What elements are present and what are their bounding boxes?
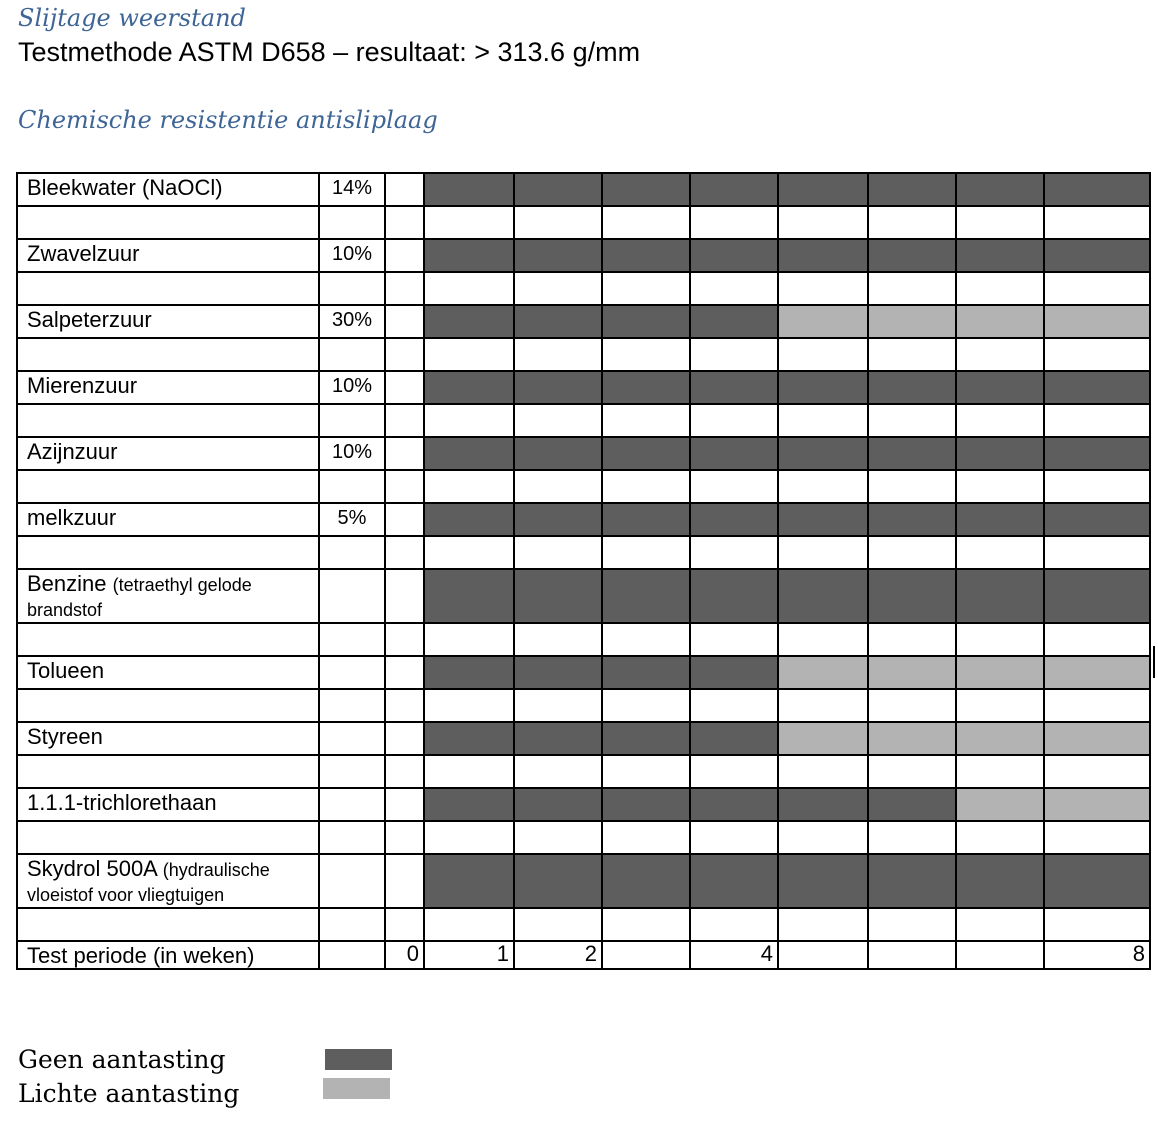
light-damage-cell <box>778 722 868 755</box>
empty-cell <box>514 206 602 239</box>
empty-cell <box>17 908 319 941</box>
empty-cell <box>319 623 385 656</box>
heading-wear-resistance: Slijtage weerstand <box>18 4 246 32</box>
empty-cell <box>424 821 514 854</box>
spacer-row <box>17 404 1150 437</box>
week-zero-cell <box>385 503 424 536</box>
no-damage-cell <box>1044 437 1150 470</box>
no-damage-cell <box>514 239 602 272</box>
table-row <box>17 569 1150 623</box>
table-row <box>17 656 1150 689</box>
empty-cell <box>1044 272 1150 305</box>
light-damage-cell <box>868 305 956 338</box>
empty-cell <box>868 623 956 656</box>
empty-cell <box>602 755 690 788</box>
empty-cell <box>1044 623 1150 656</box>
week-zero-cell <box>385 569 424 623</box>
empty-cell <box>424 623 514 656</box>
light-damage-cell <box>868 656 956 689</box>
empty-cell <box>690 755 778 788</box>
table-row <box>17 305 1150 338</box>
no-damage-cell <box>514 854 602 908</box>
no-damage-cell <box>690 305 778 338</box>
no-damage-cell <box>602 722 690 755</box>
no-damage-cell <box>956 173 1044 206</box>
week-number-cell <box>868 941 956 969</box>
spacer-row <box>17 338 1150 371</box>
test-period-row <box>17 941 1150 969</box>
chemical-resistance-table <box>16 172 1151 970</box>
empty-cell <box>956 755 1044 788</box>
empty-cell <box>1044 821 1150 854</box>
week-zero-cell <box>385 305 424 338</box>
chemical-name-cell <box>17 854 319 908</box>
light-damage-cell <box>956 656 1044 689</box>
empty-cell <box>602 623 690 656</box>
empty-cell <box>956 404 1044 437</box>
empty-cell <box>385 689 424 722</box>
no-damage-cell <box>514 722 602 755</box>
empty-cell <box>385 755 424 788</box>
no-damage-cell <box>690 371 778 404</box>
light-damage-cell <box>868 722 956 755</box>
light-damage-cell <box>778 305 868 338</box>
no-damage-cell <box>424 437 514 470</box>
table-row <box>17 854 1150 908</box>
empty-cell <box>514 272 602 305</box>
empty-cell <box>17 536 319 569</box>
empty-cell <box>778 689 868 722</box>
empty-cell <box>385 821 424 854</box>
empty-cell <box>868 272 956 305</box>
no-damage-cell <box>1044 173 1150 206</box>
empty-cell <box>424 689 514 722</box>
chemical-name-cell: 1.1.1-trichlorethaan <box>17 788 319 821</box>
no-damage-cell <box>514 788 602 821</box>
empty-cell <box>424 338 514 371</box>
empty-cell <box>514 689 602 722</box>
no-damage-cell <box>602 437 690 470</box>
week-zero-cell <box>385 239 424 272</box>
text-cursor <box>1153 646 1155 678</box>
no-damage-cell <box>424 854 514 908</box>
empty-cell <box>385 908 424 941</box>
no-damage-cell <box>424 305 514 338</box>
empty-cell <box>424 755 514 788</box>
empty-cell <box>602 536 690 569</box>
no-damage-cell <box>868 437 956 470</box>
empty-cell <box>1044 755 1150 788</box>
empty-cell <box>424 470 514 503</box>
table-row <box>17 173 1150 206</box>
concentration-cell: 30% <box>319 305 385 338</box>
empty-cell <box>956 272 1044 305</box>
week-number-cell: 4 <box>690 941 778 969</box>
empty-cell <box>690 470 778 503</box>
light-damage-cell <box>1044 305 1150 338</box>
empty-cell <box>17 338 319 371</box>
empty-cell <box>778 470 868 503</box>
empty-cell <box>602 821 690 854</box>
empty-cell <box>1044 470 1150 503</box>
empty-cell <box>956 338 1044 371</box>
empty-cell <box>778 755 868 788</box>
week-number-cell <box>602 941 690 969</box>
empty-cell <box>514 755 602 788</box>
empty-cell <box>424 272 514 305</box>
no-damage-cell <box>1044 569 1150 623</box>
no-damage-cell <box>424 788 514 821</box>
no-damage-cell <box>778 788 868 821</box>
table-row <box>17 722 1150 755</box>
heading-chemical-resistance: Chemische resistentie antisliplaag <box>18 106 438 134</box>
empty-cell <box>956 470 1044 503</box>
no-damage-cell <box>602 173 690 206</box>
week-zero-cell <box>385 722 424 755</box>
no-damage-cell <box>868 503 956 536</box>
no-damage-cell <box>514 371 602 404</box>
concentration-cell: 5% <box>319 503 385 536</box>
no-damage-cell <box>514 437 602 470</box>
empty-cell <box>424 536 514 569</box>
no-damage-cell <box>956 503 1044 536</box>
empty-cell <box>514 908 602 941</box>
week-zero-cell <box>385 173 424 206</box>
empty-cell <box>956 536 1044 569</box>
concentration-cell: 14% <box>319 173 385 206</box>
empty-cell <box>690 404 778 437</box>
empty-cell <box>17 272 319 305</box>
spacer-row <box>17 908 1150 941</box>
no-damage-cell <box>602 569 690 623</box>
no-damage-cell <box>956 371 1044 404</box>
no-damage-cell <box>424 371 514 404</box>
no-damage-cell <box>690 239 778 272</box>
empty-cell <box>514 470 602 503</box>
no-damage-cell <box>690 173 778 206</box>
empty-cell <box>319 470 385 503</box>
no-damage-cell <box>868 239 956 272</box>
no-damage-cell <box>514 305 602 338</box>
empty-cell <box>602 272 690 305</box>
no-damage-cell <box>424 239 514 272</box>
empty-cell <box>514 536 602 569</box>
empty-cell <box>1044 536 1150 569</box>
empty-cell <box>319 272 385 305</box>
week-zero-cell <box>385 854 424 908</box>
no-damage-cell <box>1044 371 1150 404</box>
no-damage-cell <box>602 305 690 338</box>
empty-cell <box>690 623 778 656</box>
spacer-row <box>17 536 1150 569</box>
empty-cell <box>690 689 778 722</box>
empty-cell <box>778 206 868 239</box>
table-row <box>17 788 1150 821</box>
empty-cell <box>319 206 385 239</box>
light-damage-cell <box>1044 722 1150 755</box>
week-number-cell: 8 <box>1044 941 1150 969</box>
no-damage-cell <box>602 503 690 536</box>
empty-cell <box>778 272 868 305</box>
empty-cell <box>17 623 319 656</box>
empty-cell <box>690 206 778 239</box>
no-damage-cell <box>424 173 514 206</box>
empty-cell <box>956 689 1044 722</box>
chemical-name-cell: Zwavelzuur <box>17 239 319 272</box>
concentration-cell: 10% <box>319 437 385 470</box>
chemical-name-cell: Salpeterzuur <box>17 305 319 338</box>
empty-cell <box>602 908 690 941</box>
empty-cell <box>385 536 424 569</box>
empty-cell <box>956 821 1044 854</box>
no-damage-cell <box>778 173 868 206</box>
test-period-label: Test periode (in weken) <box>17 941 319 969</box>
chemical-name-cell: Bleekwater (NaOCl) <box>17 173 319 206</box>
empty-cell <box>778 404 868 437</box>
spacer-row <box>17 206 1150 239</box>
empty-cell <box>602 338 690 371</box>
week-number-cell: 0 <box>385 941 424 969</box>
light-damage-cell <box>956 788 1044 821</box>
empty-cell <box>514 404 602 437</box>
empty-cell <box>1044 206 1150 239</box>
no-damage-cell <box>514 503 602 536</box>
no-damage-cell <box>690 656 778 689</box>
empty-cell <box>319 821 385 854</box>
spacer-row <box>17 689 1150 722</box>
chemical-name-cell: Mierenzuur <box>17 371 319 404</box>
no-damage-cell <box>868 371 956 404</box>
no-damage-cell <box>424 569 514 623</box>
no-damage-cell <box>690 437 778 470</box>
chemical-note: (hydraulische vloeistof voor vliegtuigen <box>27 860 270 905</box>
empty-cell <box>690 338 778 371</box>
empty-cell <box>690 272 778 305</box>
chemical-name-cell: Styreen <box>17 722 319 755</box>
empty-cell <box>778 821 868 854</box>
no-damage-cell <box>778 569 868 623</box>
light-damage-cell <box>1044 656 1150 689</box>
no-damage-cell <box>690 569 778 623</box>
empty-cell <box>956 623 1044 656</box>
empty-cell <box>319 338 385 371</box>
empty-cell <box>1044 338 1150 371</box>
empty-cell <box>17 404 319 437</box>
concentration-cell: 10% <box>319 371 385 404</box>
no-damage-cell <box>690 503 778 536</box>
no-damage-cell <box>956 854 1044 908</box>
legend-no-damage-swatch <box>325 1049 392 1070</box>
no-damage-cell <box>602 656 690 689</box>
no-damage-cell <box>424 503 514 536</box>
empty-cell <box>17 755 319 788</box>
no-damage-cell <box>778 503 868 536</box>
no-damage-cell <box>778 854 868 908</box>
spacer-row <box>17 470 1150 503</box>
empty-cell <box>778 623 868 656</box>
empty-cell <box>868 206 956 239</box>
table-row <box>17 371 1150 404</box>
spacer-row <box>17 272 1150 305</box>
empty-cell <box>385 206 424 239</box>
no-damage-cell <box>690 722 778 755</box>
no-damage-cell <box>868 854 956 908</box>
spacer-row <box>17 821 1150 854</box>
empty-cell <box>514 623 602 656</box>
no-damage-cell <box>956 437 1044 470</box>
no-damage-cell <box>690 788 778 821</box>
week-zero-cell <box>385 371 424 404</box>
spacer-row <box>17 623 1150 656</box>
empty-cell <box>868 821 956 854</box>
empty-cell <box>17 470 319 503</box>
empty-cell <box>424 908 514 941</box>
no-damage-cell <box>868 173 956 206</box>
concentration-cell <box>319 722 385 755</box>
test-method-result: Testmethode ASTM D658 – resultaat: > 313.6 g/mm <box>18 37 641 67</box>
light-damage-cell <box>778 656 868 689</box>
chemical-name: Skydrol 500A <box>27 856 157 881</box>
no-damage-cell <box>1044 503 1150 536</box>
empty-cell <box>424 206 514 239</box>
empty-cell <box>385 623 424 656</box>
empty-cell <box>690 536 778 569</box>
empty-cell <box>385 272 424 305</box>
no-damage-cell <box>778 371 868 404</box>
week-number-cell <box>778 941 868 969</box>
no-damage-cell <box>690 854 778 908</box>
chemical-name-cell: melkzuur <box>17 503 319 536</box>
empty-cell <box>319 689 385 722</box>
week-zero-cell <box>385 656 424 689</box>
legend-light-damage-swatch <box>323 1078 390 1099</box>
no-damage-cell <box>868 788 956 821</box>
week-number-cell: 1 <box>424 941 514 969</box>
no-damage-cell <box>514 173 602 206</box>
spacer-row <box>17 755 1150 788</box>
concentration-cell <box>319 569 385 623</box>
empty-cell <box>602 689 690 722</box>
no-damage-cell <box>514 569 602 623</box>
empty-cell <box>956 908 1044 941</box>
no-damage-cell <box>424 722 514 755</box>
no-damage-cell <box>868 569 956 623</box>
empty-cell <box>868 470 956 503</box>
empty-cell <box>17 821 319 854</box>
empty-cell <box>319 404 385 437</box>
empty-cell <box>690 821 778 854</box>
empty-cell <box>514 338 602 371</box>
empty-cell <box>319 755 385 788</box>
empty-cell <box>868 404 956 437</box>
empty-cell <box>868 536 956 569</box>
no-damage-cell <box>1044 854 1150 908</box>
empty-cell <box>514 821 602 854</box>
chemical-note: (tetraethyl gelode brandstof <box>27 575 252 620</box>
empty-cell <box>319 908 385 941</box>
empty-cell <box>385 404 424 437</box>
empty-cell <box>868 755 956 788</box>
no-damage-cell <box>602 239 690 272</box>
week-number-cell: 2 <box>514 941 602 969</box>
chemical-name-cell: Azijnzuur <box>17 437 319 470</box>
table-row <box>17 239 1150 272</box>
week-number-cell <box>956 941 1044 969</box>
no-damage-cell <box>956 239 1044 272</box>
empty-cell <box>319 941 385 969</box>
empty-cell <box>778 908 868 941</box>
empty-cell <box>385 338 424 371</box>
no-damage-cell <box>514 656 602 689</box>
no-damage-cell <box>602 371 690 404</box>
empty-cell <box>778 338 868 371</box>
empty-cell <box>17 206 319 239</box>
light-damage-cell <box>956 722 1044 755</box>
week-zero-cell <box>385 437 424 470</box>
light-damage-cell <box>956 305 1044 338</box>
empty-cell <box>690 908 778 941</box>
light-damage-cell <box>1044 788 1150 821</box>
empty-cell <box>319 536 385 569</box>
no-damage-cell <box>778 437 868 470</box>
empty-cell <box>17 689 319 722</box>
legend-light-damage-label: Lichte aantasting <box>18 1079 240 1108</box>
no-damage-cell <box>424 656 514 689</box>
no-damage-cell <box>602 854 690 908</box>
empty-cell <box>1044 908 1150 941</box>
concentration-cell <box>319 788 385 821</box>
empty-cell <box>868 338 956 371</box>
empty-cell <box>424 404 514 437</box>
empty-cell <box>868 908 956 941</box>
empty-cell <box>385 470 424 503</box>
table-row <box>17 503 1150 536</box>
week-zero-cell <box>385 788 424 821</box>
empty-cell <box>602 206 690 239</box>
empty-cell <box>868 689 956 722</box>
no-damage-cell <box>1044 239 1150 272</box>
empty-cell <box>1044 404 1150 437</box>
empty-cell <box>602 470 690 503</box>
empty-cell <box>956 206 1044 239</box>
no-damage-cell <box>956 569 1044 623</box>
empty-cell <box>1044 689 1150 722</box>
legend-no-damage-label: Geen aantasting <box>18 1045 226 1074</box>
concentration-cell <box>319 854 385 908</box>
chemical-name-cell <box>17 569 319 623</box>
no-damage-cell <box>778 239 868 272</box>
concentration-cell: 10% <box>319 239 385 272</box>
concentration-cell <box>319 656 385 689</box>
no-damage-cell <box>602 788 690 821</box>
empty-cell <box>602 404 690 437</box>
chemical-name: Benzine <box>27 571 107 596</box>
empty-cell <box>778 536 868 569</box>
table-row <box>17 437 1150 470</box>
chemical-name-cell: Tolueen <box>17 656 319 689</box>
